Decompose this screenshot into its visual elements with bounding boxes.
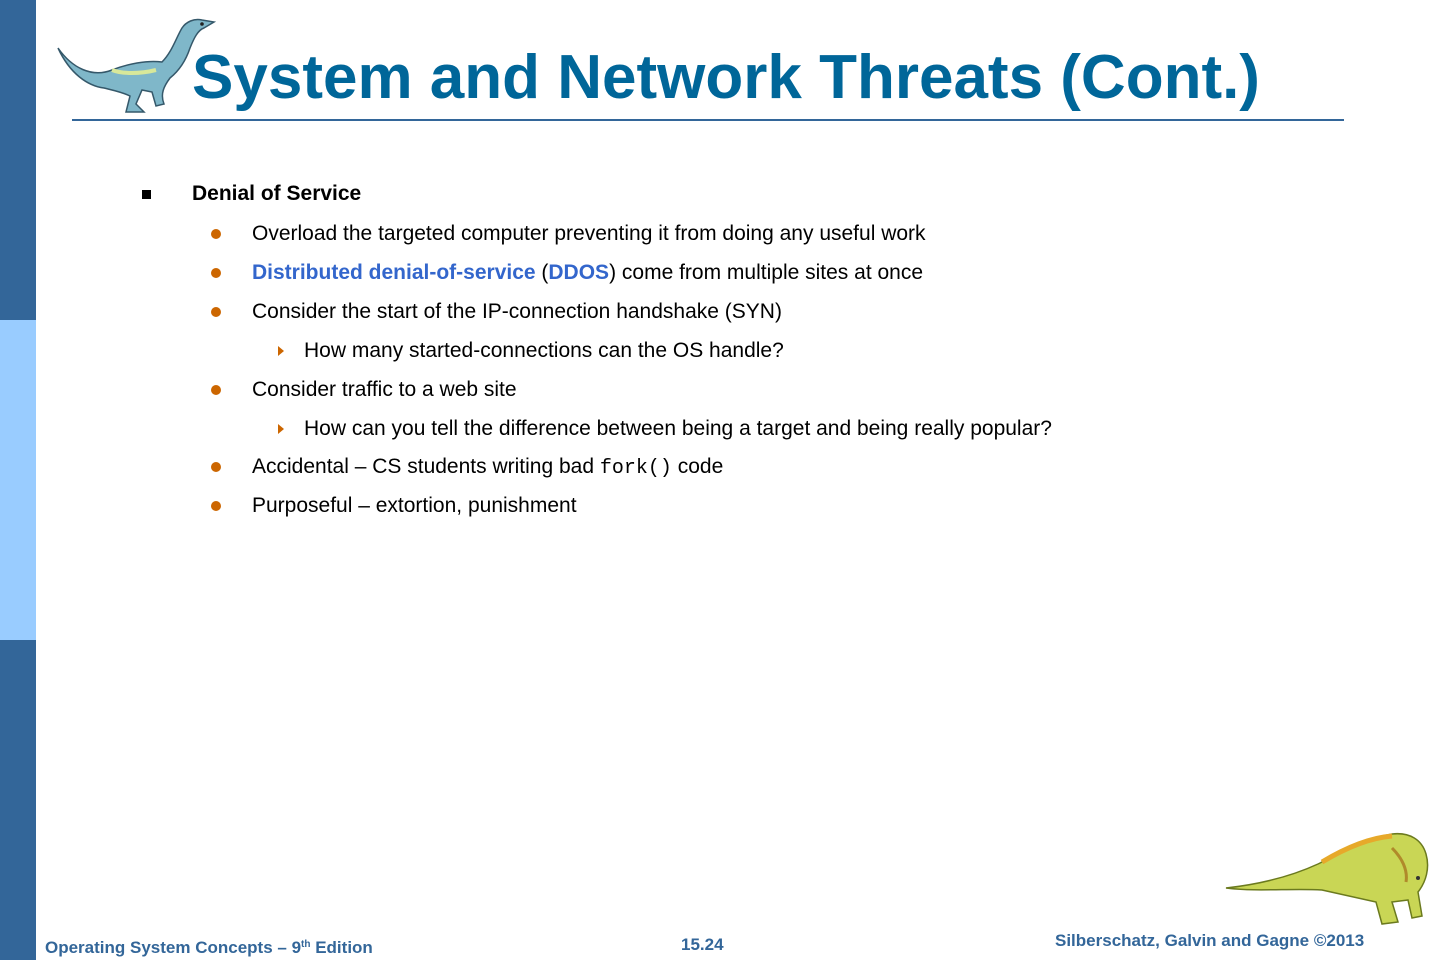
footer-book-title	[45, 934, 373, 959]
item-overload: Overload the targeted computer preventing it from doing any useful work	[252, 222, 926, 245]
ddos-term: Distributed denial-of-service	[252, 261, 536, 284]
dot-bullet-icon	[211, 462, 221, 472]
dinosaur-illustration	[1222, 818, 1434, 930]
item-ddos	[252, 260, 923, 286]
dot-bullet-icon	[211, 307, 221, 317]
ddos-abbr: DDOS	[548, 261, 610, 284]
ddos-open-paren: (	[535, 261, 549, 284]
footer-book-edition: Edition	[310, 938, 373, 957]
ddos-rest: ) come from multiple sites at once	[609, 261, 924, 284]
square-bullet-icon	[142, 190, 151, 199]
triangle-bullet-icon	[278, 346, 284, 356]
fork-code: fork()	[599, 457, 672, 480]
item-syn: Consider the start of the IP-connection handshake (SYN)	[252, 300, 782, 323]
dot-bullet-icon	[211, 229, 221, 239]
item-accidental	[252, 454, 723, 482]
item-traffic-sub: How can you tell the difference between being a target and being really popular?	[304, 417, 1052, 440]
slide-title: System and Network Threats (Cont.)	[192, 43, 1260, 112]
dot-bullet-icon	[211, 268, 221, 278]
footer-authors: Silberschatz, Galvin and Gagne ©2013	[1055, 931, 1365, 950]
sidebar-stripe-highlight	[0, 320, 36, 640]
item-purposeful: Purposeful – extortion, punishment	[252, 494, 577, 517]
heading-denial-of-service: Denial of Service	[192, 182, 362, 205]
footer-book-sup: th	[301, 939, 311, 950]
accidental-prefix: Accidental – CS students writing bad	[252, 455, 600, 478]
item-traffic: Consider traffic to a web site	[252, 378, 517, 401]
footer-page-number: 15.24	[681, 935, 724, 954]
dot-bullet-icon	[211, 501, 221, 511]
footer-book-text: Operating System Concepts – 9	[45, 938, 302, 957]
triangle-bullet-icon	[278, 424, 284, 434]
dot-bullet-icon	[211, 385, 221, 395]
title-divider	[72, 119, 1344, 121]
item-syn-sub: How many started-connections can the OS handle?	[304, 339, 784, 362]
accidental-suffix: code	[671, 455, 724, 478]
